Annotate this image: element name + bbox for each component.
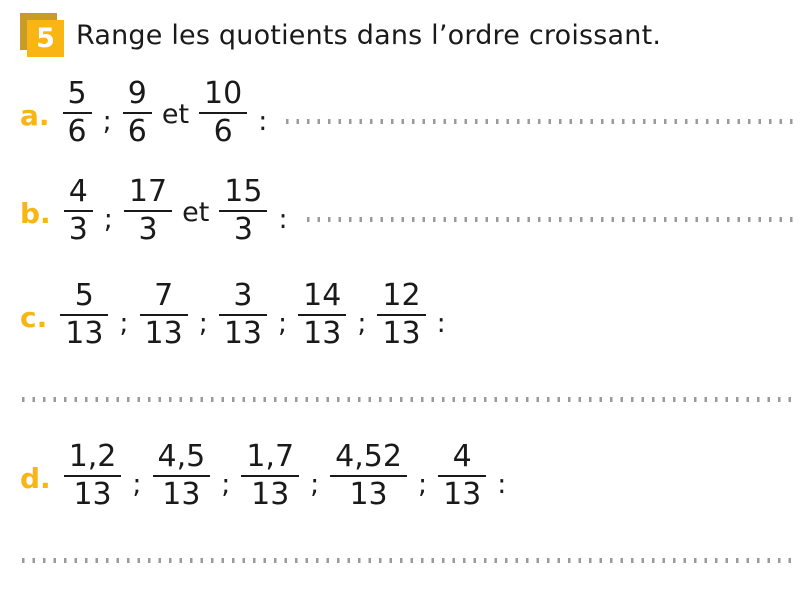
answer-dotted-line [22, 558, 795, 563]
fraction [219, 278, 267, 351]
fraction [330, 439, 407, 512]
badge-front-square [27, 20, 64, 57]
semicolon-separator: ; [102, 105, 112, 137]
answer-dotted-line [22, 397, 795, 402]
semicolon-separator: ; [132, 468, 142, 500]
exercise-number: 5 [36, 23, 55, 54]
exercise-number-badge [20, 13, 64, 57]
fraction-numerator: 4,5 [157, 439, 206, 474]
fraction-denominator: 13 [251, 477, 290, 512]
item-d-label: d. [20, 461, 51, 495]
fraction-numerator: 10 [204, 76, 243, 111]
fraction [377, 278, 425, 351]
item-b-label: b. [20, 196, 51, 230]
semicolon-separator: ; [417, 468, 428, 500]
fraction-numerator: 15 [224, 174, 263, 209]
fraction [64, 174, 93, 247]
fraction [219, 174, 267, 247]
colon-separator: : [436, 307, 446, 339]
colon-separator: : [497, 468, 507, 500]
fraction-denominator: 6 [67, 114, 87, 149]
connector-et: et [182, 196, 210, 228]
fraction [124, 174, 172, 247]
fraction [438, 439, 486, 512]
answer-dotted-line [286, 119, 795, 124]
fraction-numerator: 3 [233, 278, 253, 313]
fraction-denominator: 13 [73, 477, 112, 512]
fraction-denominator: 13 [223, 316, 263, 351]
fraction-numerator: 1,2 [68, 439, 117, 474]
fraction-numerator: 1,7 [246, 439, 295, 474]
fraction-denominator: 13 [443, 477, 482, 512]
item-a-row [0, 76, 803, 149]
fraction [241, 439, 299, 512]
semicolon-separator: ; [310, 468, 320, 500]
fraction-numerator: 4,52 [335, 439, 402, 474]
semicolon-separator: ; [198, 307, 208, 339]
semicolon-separator: ; [278, 307, 288, 339]
fraction [64, 439, 122, 512]
fraction-denominator: 13 [303, 316, 342, 351]
fraction-numerator: 9 [127, 76, 147, 111]
exercise-title: Range les quotients dans l’ordre croissant. [76, 19, 662, 51]
item-d-row [0, 439, 803, 512]
fraction-numerator: 4 [68, 174, 88, 209]
fraction [63, 76, 92, 149]
fraction-denominator: 13 [162, 477, 201, 512]
answer-dotted-line [307, 217, 795, 222]
semicolon-separator: ; [357, 307, 367, 339]
fraction-numerator: 7 [154, 278, 174, 313]
fraction-denominator: 3 [233, 212, 253, 247]
item-b-row [0, 174, 803, 247]
fraction [60, 278, 108, 351]
exercise-header [0, 0, 803, 57]
fraction-numerator: 5 [74, 278, 94, 313]
fraction [140, 278, 188, 351]
fraction-denominator: 13 [349, 477, 388, 512]
fraction [123, 76, 152, 149]
colon-separator: : [278, 203, 288, 235]
fraction [153, 439, 211, 512]
fraction-denominator: 13 [65, 316, 104, 351]
fraction [199, 76, 247, 149]
fraction-numerator: 12 [382, 278, 421, 313]
fraction-numerator: 17 [128, 174, 168, 209]
fraction-denominator: 3 [68, 212, 88, 247]
fraction-denominator: 13 [144, 316, 183, 351]
connector-et: et [161, 98, 190, 130]
semicolon-separator: ; [119, 307, 129, 339]
fraction-numerator: 14 [303, 278, 342, 313]
item-a-label: a. [20, 98, 50, 132]
fraction-denominator: 6 [213, 114, 233, 149]
item-c-row [0, 278, 803, 351]
fraction-denominator: 6 [127, 114, 147, 149]
fraction-numerator: 5 [67, 76, 87, 111]
colon-separator: : [258, 105, 268, 137]
fraction-numerator: 4 [452, 439, 472, 474]
fraction-denominator: 13 [382, 316, 421, 351]
semicolon-separator: ; [221, 468, 231, 500]
semicolon-separator: ; [103, 203, 113, 235]
fraction [298, 278, 346, 351]
fraction-denominator: 3 [138, 212, 158, 247]
item-c-label: c. [20, 300, 48, 334]
